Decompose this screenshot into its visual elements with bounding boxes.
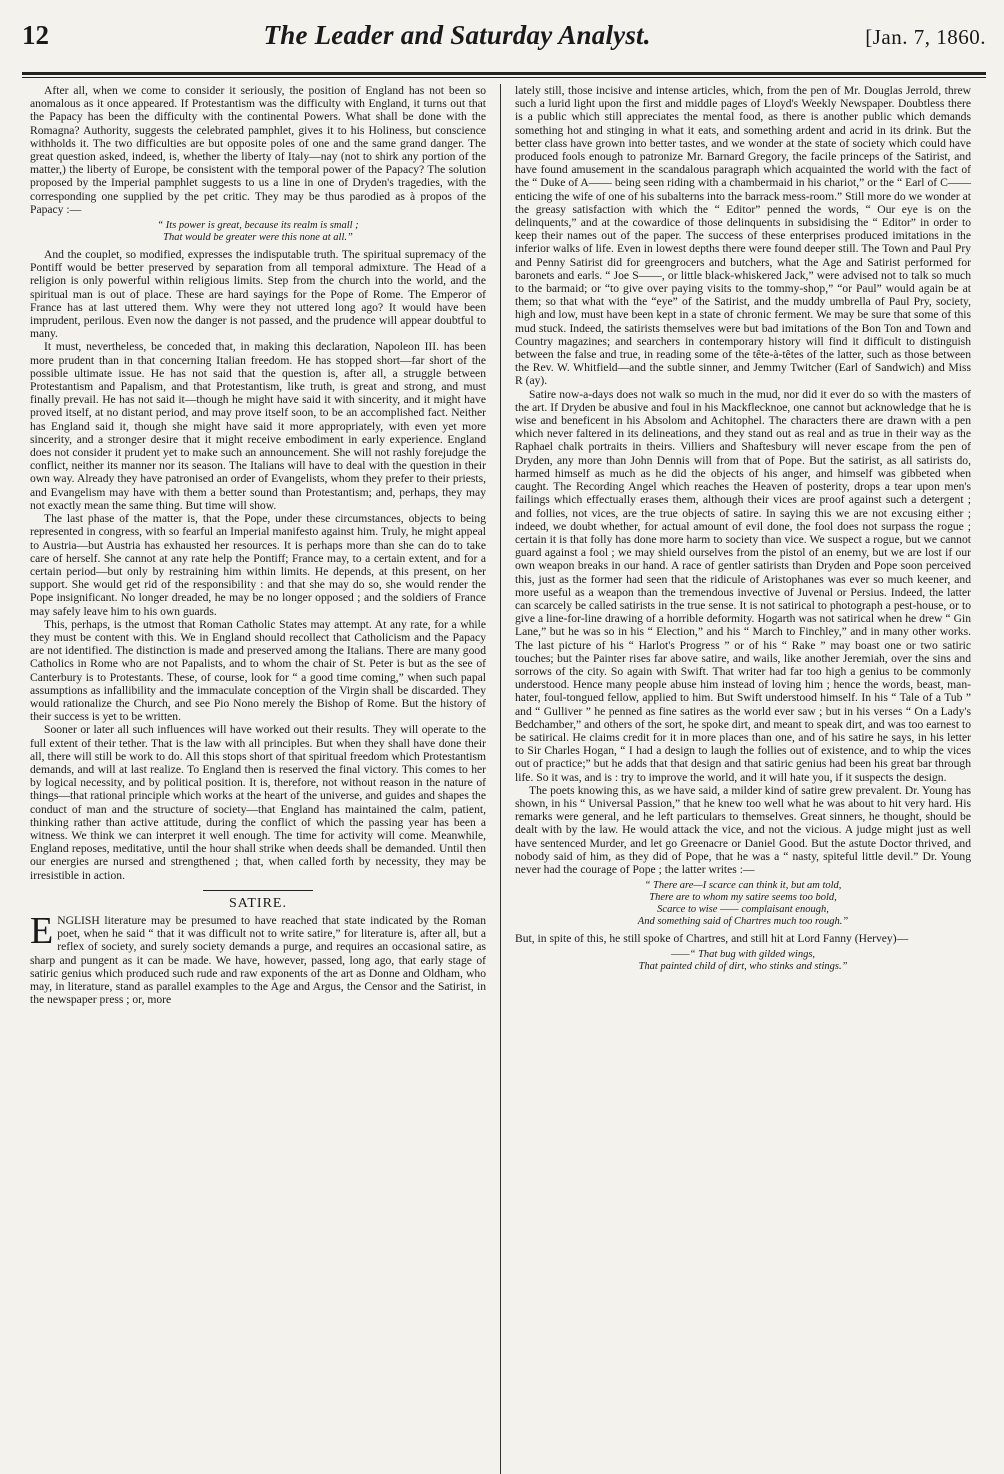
paragraph: lately still, those incisive and intense articles, which, from the pen of Mr. Douglas Jerrold, threw such a lurid light upon the first and middle pages of Lloyd's Weekly Newspaper. Doubtless there is a public which still appreciates the mental food, as there is another public which demands something hot and stinging in what it eats, and something ardent and acrid in its drink. But the better class have grown into better tastes, and we wonder at the state of society which could have produced fools enough to patronize Mr. Barnard Gregory, the facile princeps of the Satirist, and have found amusement in the scandalous paragraph which acquainted the world with the fact of the “ Duke of A—— being seen riding with a chambermaid in his chariot,” or the “ Earl of C—— enticing the wife of one of his subalterns into the barrack mess-room.” Still more do we wonder at the greasy satisfaction with which the “ Editor” penned the words, “ Our eye is on the delinquents,” and at the cowardice of those delinquents in subsidising the “ Editor” in order to keep their names out of the paper. The success of these enterprises produced imitations in the inferior walks of life. Even in lowest depths there were found deeper still. The Town and Paul Pry and Penny Satirist did for greengrocers and butchers, what the Age and Satirist performed for baronets and earls. “ Joe S——, or little black-whiskered Jack,” were advised not to talk so much to the barmaid; or “to give over paying visits to the tommy-shop,” “or Paul” would again be at them; so that what with the “eye” of the Satirist, and the muddy umbrella of Paul Pry, society, high and low, must have been kept in a state of chronic ferment. We may be sure that some of this mud stuck. Indeed, the satirists themselves were but bad imitations of the Bon Ton and Town and Country magazines; and searchers in contemporary history will find it difficult to distinguish between the false and true, in reading some of the tête-à-têtes of the latter, such as those between the Rev. W. Whitfield—and the subtle sinner, and Jemmy Twitcher (Earl of Sandwich) and Miss R (ay). [515, 84, 971, 388]
paragraph: The last phase of the matter is, that the Pope, under these circumstances, objects to being represented in congress, with so fearful an Imperial manifesto against him. Truly, he might appeal to Austria—but Austria has exhausted her resources. It is perhaps more than she can do to take care of herself. She cannot at any rate help the Pontiff; France may, to a certain extent, and for a certain period—but only by restraining him within limits. He depends, at this present, on her support. She would get rid of the responsibility : and that she may do so, she would render the Pope insignificant. No longer dreaded, he may be no longer opposed ; and the soldiers of France may safely leave him to his own guards. [30, 512, 486, 618]
paragraph: This, perhaps, is the utmost that Roman Catholic States may attempt. At any rate, for a while they must be content with this. We in England should recollect that Catholicism and the Papacy are not identified. The distinction is made and preserved among the Italians. There are many good Catholics in Rome who are not Papalists, and to whom the chair of St. Peter is but as the see of Canterbury is to Protestants. These, of course, look for “ a good time coming,” when such papal assumptions as infallibility and the immaculate conception of the Virgin shall be discarded. They would rationalize the Church, and see Pio Nono merely the Bishop of Rome. But the history of their success is yet to be written. [30, 617, 486, 724]
verse-line: “ There are—I scarce can think it, but am told, [644, 880, 842, 892]
paragraph: Sooner or later all such influences will have worked out their results. They will operate to the full extent of their tether. That is the law with all principles. But when they shall have done their all, there will still be work to do. All this stops short of that spiritual freedom which Protestantism demands, and will at last realize. To England then is reserved the final victory. This comes to her by logical necessity, and by political position. It is, therefore, not without reason in the nature of things—that rational principle which works at the heart of the universe, and guides and shapes the conduct of man and the structure of society—that England has maintained the calm, patient, thinking rather than active attitude, during the conflict of which the passing year has been a witness. We think we can interpret it well enough. The time for activity will come. Meanwhile, England reposes, meditative, until the hour shall strike when deeds shall be demanded. Until then our energies are nursed and strengthened ; that, when called forth by necessity, they may be irresistible in action. [30, 723, 486, 882]
paper-title: The Leader and Saturday Analyst. [263, 20, 651, 50]
verse-line: That painted child of dirt, who stinks and stings.” [638, 961, 848, 973]
paragraph-dropcap [30, 909, 486, 1007]
masthead [22, 20, 986, 66]
verse-line: There are to whom my satire seems too bold, [649, 892, 837, 904]
column-right [507, 84, 979, 1474]
masthead-rule-thin [22, 77, 986, 78]
verse-line: ——“ That bug with gilded wings, [670, 949, 816, 961]
paragraph: But, in spite of this, he still spoke of Chartres, and still hit at Lord Fanny (Hervey)— [515, 932, 909, 946]
verse-quote [515, 949, 971, 973]
section-title: SATIRE. [229, 895, 287, 911]
paragraph-text: NGLISH literature may be presumed to have reached that state indicated by the Roman poet, when he said “ that it was difficult not to write satire,” for literature is, after all, but a reflex of society, and surely society demands a purge, and requires an occasional satire, as sharp and pungent as it can be made. We have, however, passed, long ago, that early stage of satiric genius which produced such rude and raw exponents of the art as Donne and Oldham, who may, in literature, stand as parallel examples to the Age and Argus, the Censor and the Satirist, in the newspaper press ; or, more [30, 913, 486, 1007]
article-columns [22, 84, 986, 1474]
column-divider [500, 84, 501, 1474]
paragraph: And the couplet, so modified, expresses the indisputable truth. The spiritual supremacy of the Pontiff would be better preserved by separation from all temporal admixture. The Head of a religion is only powerful within religious limits. Step from the church into the world, and the spiritual man is out of place. These are hard sayings for the Pope of Rome. The Emperor of France has at last uttered them. Why were they not uttered long ago? It would have been imprudent, perilous. Even now the danger is not passed, and the prudence will appear doubtful to many. [30, 248, 486, 341]
paragraph: It must, nevertheless, be conceded that, in making this declaration, Napoleon III. has been more prudent than in that concerning Italian freedom. He has stopped short—far short of the possible ultimate issue. He has not said that the question is, after all, a struggle between Protestantism and Papalism, and that Protestantism, like truth, is great and strong, and must finally prevail. He has not said it—though he might have said it with sincerity, and it might have proved itself, at no distant period, and may prove itself soon, to be an accomplished fact. Neither has England said it, though she might have said it more appropriately, with even yet more sincerity, and a stronger desire that it might receive embodiment in early experience. England does not consider it prudent yet to make such an announcement. She will not rashly forejudge the conflict, neither its manner nor its season. The Italians will have to deal with the question in their own way. Already they have patronised an order of Evangelists, whom they prefer to their priests, and Evangelism may have with them a better sound than Protestantism; and, perhaps, they may not exactly mean the same thing. But time will show. [30, 340, 486, 512]
issue-date: [Jan. 7, 1860. [865, 25, 986, 49]
verse-line: “ Its power is great, because its realm is small ; [157, 220, 359, 232]
verse-line: That would be greater were this none at all.” [163, 232, 353, 244]
column-left [22, 84, 494, 1474]
paragraph: Satire now-a-days does not walk so much in the mud, nor did it ever do so with the masters of the art. If Dryden be abusive and foul in his Mackflecknoe, one cannot but acknowledge that he is wise and beneficent in his Absolom and Achitophel. The characters there are drawn with a pen which never faltered in its delineations, and they stand out as real and as true in their way as the Raphael chalk portraits in theirs. Villiers and Shaftesbury will never escape from the pen of Dryden, any more than John Dennis will from that of Pope. But the satirist, as all satirists do, harmed himself as much as he did the objects of his anger, and himself was gibbeted when caught. The Recording Angel which reaches the Heaven of posterity, drops a tear upon men's failings which effectually erases them, although their vices are proof against such a detergent ; and follies, not vices, are the true objects of satire. In saying this we are not excusing either ; indeed, we doubt whether, for actual amount of evil done, the fool does not surpass the rogue ; certain it is that folly has done more harm to society than vice. We suspect a rogue, but we cannot guard against a fool ; we may shield ourselves from the pistol of an enemy, but we are lost if our own weapon breaks in our hand. A race of gentler satirists than Dryden and Pope soon perceived this, just as the former had seen that the ridicule of Aristophanes was ever so much keener, and more useful as a weapon than the tremendous invective of Juvenal or Persius. Indeed, the latter can scarcely be called satirists in the true sense. It is not satirical to photograph a pest-house, or to give a line-for-line drawing of a horrible deformity. Hogarth was not satirical when he drew “ Gin Lane,” but he was so in his “ Election,” and his “ March to Finchley,” and in many other works. The last picture of his “ Harlot's Progress ” or of his “ Rake ” may boast one or two satiric touches; but the Painter rises far above satire, and wails, like another Jeremiah, over the sins and sorrows of the city. So again with Swift. That writer had far too high a genius to be commonly understood. Hence many people abuse him instead of loving him ; hence the words, beast, man-hater, foul-tongued fellow, applied to him. But Swift understood himself. In his “ Tale of a Tub ” and “ Gulliver ” he penned as fine satires as the world ever saw ; but in his verses “ On a Lady's Bedchamber,” and others of the sort, he spoke dirt, and meant to speak dirt, and was too earnest to be satirical. He claims credit for it in more places than one, and of his satire he says, in his letter to Sir Charles Hogan, “ I had a design to laugh the follies out of existence, and to whip the vices out of practice;” but he adds that that design and that satiric genius had been his great bar through life. So it was, and is : try to improve the world, and it will hate you, if it suspects the design. [515, 387, 971, 784]
verse-couplet [30, 220, 486, 244]
verse-line: Scarce to wise —— complaisant enough, [657, 904, 829, 916]
masthead-rule [22, 72, 986, 75]
section-divider [203, 890, 313, 891]
paragraph: The poets knowing this, as we have said, a milder kind of satire grew prevalent. Dr. Young has shown, in his “ Universal Passion,” that he knew too well what he was about to hit very hard. His remarks were general, and he left particulars to themselves. Great sinners, he thought, should be dealt with by the law. He would attack the vice, and not the vicious. A judge might just as well have sentenced Murder, and let go Greenacre or Daniel Good. But the astute Doctor thrived, and nobody said of him, as they did of Pope, that he was a “ nasty, spiteful little devil.” Dr. Young never had the courage of Pope ; the latter writes :— [515, 783, 971, 876]
verse-line: And something said of Chartres much too rough.” [637, 916, 849, 928]
paragraph: After all, when we come to consider it seriously, the position of England has not been so anomalous as it once appeared. If Protestantism was the difficulty with England, it turns out that the Papacy has been the difficulty with the continental Powers. What shall be done with the Romagna? Authority, suggests the celebrated pamphlet, gives it to his Holiness, but conscience withholds it. The two difficulties are but opposite poles of one and the same grand danger. The great question asked, indeed, is, whether the liberty of Italy—nay (not to shirk any portion of the matter,) the liberty of Europe, be consistent with the temporal power of the Papacy? The solution proposed by the Imperial pamphlet suggests to us a line in one of Dryden's tragedies, with the corresponding one supplied by the pet critic. They may be thus parodied as à propos of the Papacy :— [30, 84, 486, 216]
verse-quote [515, 880, 971, 928]
drop-cap: E [30, 909, 54, 952]
page-number: 12 [22, 20, 49, 50]
